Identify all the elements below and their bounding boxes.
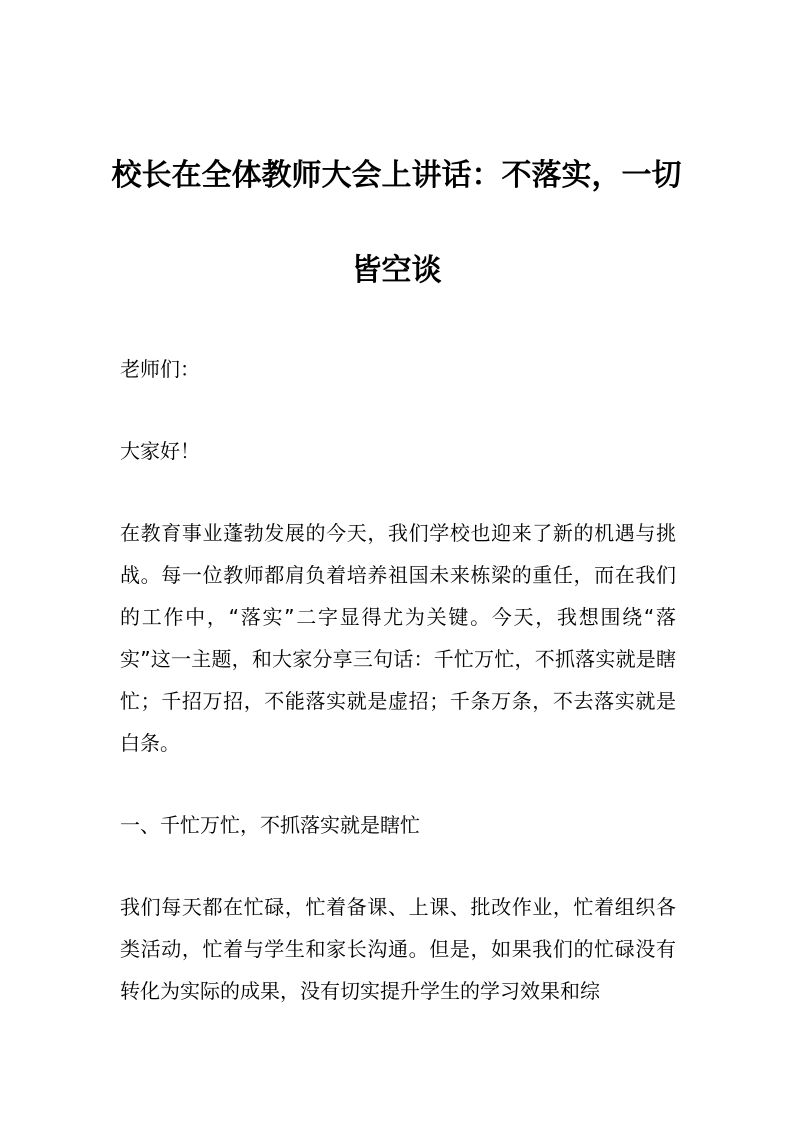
document-body <box>120 348 676 1052</box>
salutation: 老师们： <box>120 357 200 381</box>
intro-paragraph: 在教育事业蓬勃发展的今天，我们学校也迎来了新的机遇与挑战。每一位教师都肩负着培养祖国未来栋梁的重任，而在我们的工作中，“落实”二字显得尤为关键。今天，我想围绕“落实”这一主题，和大家分享三句话：千忙万忙，不抓落实就是瞎忙；千招万招，不能落实就是虚招；千条万条，不去落实就是白条。 <box>120 521 676 755</box>
greeting: 大家好！ <box>120 439 200 463</box>
section-heading-1: 一、千忙万忙，不抓落实就是瞎忙 <box>120 813 420 837</box>
document-title: 校长在全体教师大会上讲话：不落实，一切皆空谈 <box>111 158 682 288</box>
section-1-paragraph: 我们每天都在忙碌，忙着备课、上课、批改作业，忙着组织各类活动，忙着与学生和家长沟通。但是，如果我们的忙碌没有转化为实际的成果，没有切实提升学生的学习效果和综 <box>120 895 676 1003</box>
